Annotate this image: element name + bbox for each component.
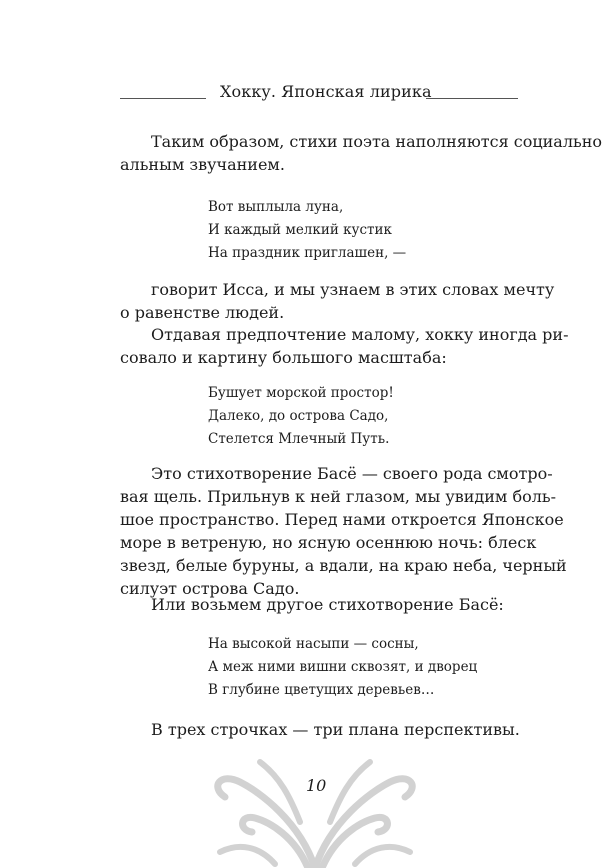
paragraph-4-line-1: Это стихотворение Басё — своего рода смотро-: [151, 464, 553, 483]
paragraph-6-line-1: В трех строчках — три плана перспективы.: [151, 720, 520, 739]
paragraph-1-line-1: Таким образом, стихи поэта наполняются социально: [151, 132, 603, 151]
paragraph-4-line-3: шое пространство. Перед нами откроется Японское: [120, 510, 564, 529]
paragraph-1-line-2: альным звучанием.: [120, 155, 285, 174]
running-header: [120, 80, 518, 106]
poem-3-line-2: А меж ними вишни сквозят, и дворец: [208, 659, 478, 675]
paragraph-1: [120, 130, 603, 176]
paragraph-2-line-1: говорит Исса, и мы узнаем в этих словах мечту: [151, 280, 555, 299]
paragraph-4-line-4: море в ветреную, но ясную осеннюю ночь: блеск: [120, 533, 537, 552]
page-number: 10: [306, 776, 327, 795]
paragraph-6: [120, 718, 518, 741]
paragraph-3: [120, 323, 569, 369]
header-rule-left: [120, 98, 206, 99]
poem-2: [208, 382, 394, 451]
paragraph-3-line-1: Отдавая предпочтение малому, хокку иногда ри-: [151, 325, 569, 344]
poem-2-line-3: Стелется Млечный Путь.: [208, 431, 390, 447]
decorative-ornament: [200, 752, 430, 868]
paragraph-5: [120, 593, 518, 616]
poem-3-line-3: В глубине цветущих деревьев…: [208, 682, 435, 698]
poem-2-line-1: Бушует морской простор!: [208, 385, 394, 401]
paragraph-2: [120, 278, 555, 324]
paragraph-2-line-2: о равенстве людей.: [120, 303, 285, 322]
paragraph-4: [120, 462, 567, 600]
poem-2-line-2: Далеко, до острова Садо,: [208, 408, 389, 424]
ornament-swirl-right-lower: [355, 847, 410, 864]
poem-1-line-3: На праздник приглашен, —: [208, 245, 407, 261]
header-title: Хокку. Японская лирика: [220, 82, 432, 101]
paragraph-3-line-2: совало и картину большого масштаба:: [120, 348, 447, 367]
paragraph-4-line-6: силуэт острова Садо.: [120, 579, 300, 598]
poem-3: [208, 633, 477, 702]
paragraph-5-line-1: Или возьмем другое стихотворение Басё:: [151, 595, 504, 614]
poem-1: [208, 196, 406, 265]
poem-1-line-2: И каждый мелкий кустик: [208, 222, 392, 238]
poem-3-line-1: На высокой насыпи — сосны,: [208, 636, 419, 652]
poem-1-line-1: Вот выплыла луна,: [208, 199, 344, 215]
paragraph-4-line-5: звезд, белые буруны, а вдали, на краю неба, черный: [120, 556, 567, 575]
paragraph-4-line-2: вая щель. Прильнув к ней глазом, мы увидим боль-: [120, 487, 556, 506]
ornament-swirl-left-lower: [220, 847, 275, 864]
header-rule-right: [426, 98, 518, 99]
